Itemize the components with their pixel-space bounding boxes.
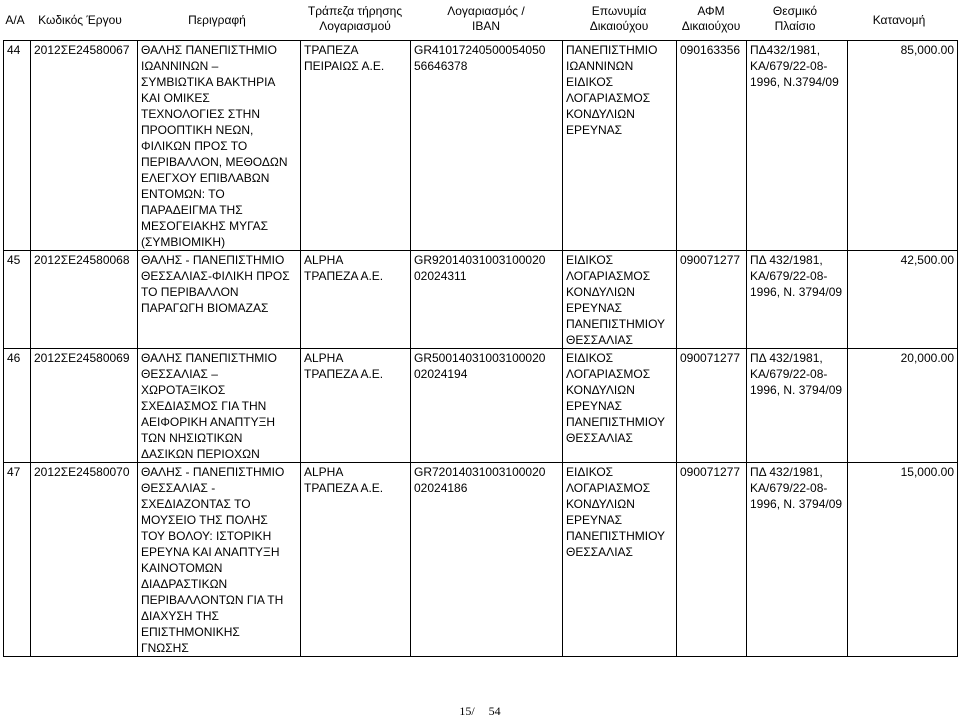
page-total: 54 [488, 704, 501, 718]
cell-framework: ΠΔ 432/1981, ΚΑ/679/22-08- 1996, Ν. 3794/09 [747, 463, 848, 657]
cell-afm: 090071277 [677, 463, 747, 657]
header-framework: Θεσμικό Πλαίσιο [772, 4, 818, 33]
table-row [4, 463, 958, 657]
page-number: 15/ [459, 704, 475, 718]
cell-allocation: 15,000.00 [848, 463, 958, 657]
cell-afm: 090071277 [677, 349, 747, 463]
cell-description: ΘΑΛΗΣ ΠΑΝΕΠΙΣΤΗΜΙΟ ΘΕΣΣΑΛΙΑΣ – ΧΩΡΟΤΑΞΙΚΟΣ ΣΧΕΔΙΑΣΜΟΣ ΓΙΑ ΤΗΝ ΑΕΙΦΟΡΙΚΗ ΑΝΑΠΤΥΞΗ ΤΩΝ ΝΗΣΙΩΤΙΚΩΝ ΔΑΣΙΚΩΝ ΠΕΡΙΟΧΩΝ [138, 349, 301, 463]
table-row [4, 41, 958, 251]
cell-bank: ALPHA ΤΡΑΠΕΖΑ Α.Ε. [301, 349, 411, 463]
cell-description: ΘΑΛΗΣ - ΠΑΝΕΠΙΣΤΗΜΙΟ ΘΕΣΣΑΛΙΑΣ - ΣΧΕΔΙΑΖΟΝΤΑΣ ΤΟ ΜΟΥΣΕΙΟ ΤΗΣ ΠΟΛΗΣ ΤΟΥ ΒΟΛΟΥ: ΙΣΤΟΡΙΚΗ ΕΡΕΥΝΑ ΚΑΙ ΑΝΑΠΤΥΞΗ ΚΑΙΝΟΤΟΜΩΝ ΔΙΑΔΡΑΣΤΙΚΩΝ ΠΕΡΙΒΑΛΛΟΝΤΩΝ ΓΙΑ ΤΗ ΔΙΑΧΥΣΗ ΤΗΣ ΕΠΙΣΤΗΜΟΝΙΚΗΣ ΓΝΩΣΗΣ [138, 463, 301, 657]
cell-bank: ALPHA ΤΡΑΠΕΖΑ Α.Ε. [301, 463, 411, 657]
cell-code: 2012ΣΕ24580069 [31, 349, 138, 463]
table-row [4, 349, 958, 463]
cell-account: GR41017240500054050 56646378 [411, 41, 563, 251]
cell-afm: 090163356 [677, 41, 747, 251]
cell-beneficiary: ΕΙΔΙΚΟΣ ΛΟΓΑΡΙΑΣΜΟΣ ΚΟΝΔΥΛΙΩΝ ΕΡΕΥΝΑΣ ΠΑΝΕΠΙΣΤΗΜΙΟΥ ΘΕΣΣΑΛΙΑΣ [563, 349, 677, 463]
header-code: Κωδικός Έργου [38, 13, 122, 27]
cell-account: GR50014031003100020 02024194 [411, 349, 563, 463]
cell-bank: ALPHA ΤΡΑΠΕΖΑ Α.Ε. [301, 251, 411, 349]
table-row [4, 251, 958, 349]
projects-table [3, 40, 958, 657]
cell-beneficiary: ΠΑΝΕΠΙΣΤΗΜΙΟ ΙΩΑΝΝΙΝΩΝ ΕΙΔΙΚΟΣ ΛΟΓΑΡΙΑΣΜΟΣ ΚΟΝΔΥΛΙΩΝ ΕΡΕΥΝΑΣ [563, 41, 677, 251]
cell-description: ΘΑΛΗΣ ΠΑΝΕΠΙΣΤΗΜΙΟ ΙΩΑΝΝΙΝΩΝ – ΣΥΜΒΙΩΤΙΚΑ ΒΑΚΤΗΡΙΑ ΚΑΙ ΟΜΙΚΕΣ ΤΕΧΝΟΛΟΓΙΕΣ ΣΤΗΝ ΠΡΟΟΠΤΙΚΗ ΝΕΩΝ, ΦΙΛΙΚΩΝ ΠΡΟΣ ΤΟ ΠΕΡΙΒΑΛΛΟΝ, ΜΕΘΟΔΩΝ ΕΛΕΓΧΟΥ ΕΠΙΒΛΑΒΩΝ ΕΝΤΟΜΩΝ: ΤΟ ΠΑΡΑΔΕΙΓΜΑ ΤΗΣ ΜΕΣΟΓΕΙΑΚΗΣ ΜΥΓΑΣ (ΣΥΜΒΙΟΜΙΚΗ) [138, 41, 301, 251]
cell-description: ΘΑΛΗΣ - ΠΑΝΕΠΙΣΤΗΜΙΟ ΘΕΣΣΑΛΙΑΣ-ΦΙΛΙΚΗ ΠΡΟΣ ΤΟ ΠΕΡΙΒΑΛΛΟΝ ΠΑΡΑΓΩΓΗ ΒΙΟΜΑΖΑΣ [138, 251, 301, 349]
table-header [0, 0, 960, 40]
cell-account: GR72014031003100020 02024186 [411, 463, 563, 657]
cell-framework: ΠΔ 432/1981, ΚΑ/679/22-08- 1996, Ν. 3794/09 [747, 349, 848, 463]
cell-allocation: 20,000.00 [848, 349, 958, 463]
cell-afm: 090071277 [677, 251, 747, 349]
header-beneficiary: Επωνυμία Δικαιούχου [589, 4, 649, 33]
cell-aa: 47 [4, 463, 31, 657]
header-afm: ΑΦΜ Δικαιούχου [681, 4, 741, 33]
cell-beneficiary: ΕΙΔΙΚΟΣ ΛΟΓΑΡΙΑΣΜΟΣ ΚΟΝΔΥΛΙΩΝ ΕΡΕΥΝΑΣ ΠΑΝΕΠΙΣΤΗΜΙΟΥ ΘΕΣΣΑΛΙΑΣ [563, 463, 677, 657]
header-bank: Τράπεζα τήρησης Λογαριασμού [307, 4, 403, 33]
cell-account: GR92014031003100020 02024311 [411, 251, 563, 349]
cell-aa: 44 [4, 41, 31, 251]
cell-allocation: 85,000.00 [848, 41, 958, 251]
cell-code: 2012ΣΕ24580070 [31, 463, 138, 657]
page-footer [0, 703, 960, 719]
header-description: Περιγραφή [188, 13, 246, 27]
cell-aa: 45 [4, 251, 31, 349]
cell-code: 2012ΣΕ24580067 [31, 41, 138, 251]
cell-bank: ΤΡΑΠΕΖΑ ΠΕΙΡΑΙΩΣ Α.Ε. [301, 41, 411, 251]
cell-allocation: 42,500.00 [848, 251, 958, 349]
cell-framework: ΠΔ 432/1981, ΚΑ/679/22-08- 1996, Ν. 3794/09 [747, 251, 848, 349]
header-aa: Α/Α [5, 13, 25, 27]
cell-aa: 46 [4, 349, 31, 463]
cell-framework: ΠΔ432/1981, ΚΑ/679/22-08- 1996, Ν.3794/09 [747, 41, 848, 251]
cell-code: 2012ΣΕ24580068 [31, 251, 138, 349]
cell-beneficiary: ΕΙΔΙΚΟΣ ΛΟΓΑΡΙΑΣΜΟΣ ΚΟΝΔΥΛΙΩΝ ΕΡΕΥΝΑΣ ΠΑΝΕΠΙΣΤΗΜΙΟΥ ΘΕΣΣΑΛΙΑΣ [563, 251, 677, 349]
header-allocation: Κατανομή [872, 13, 926, 27]
header-account: Λογαριασμός / IBAN [447, 4, 525, 33]
